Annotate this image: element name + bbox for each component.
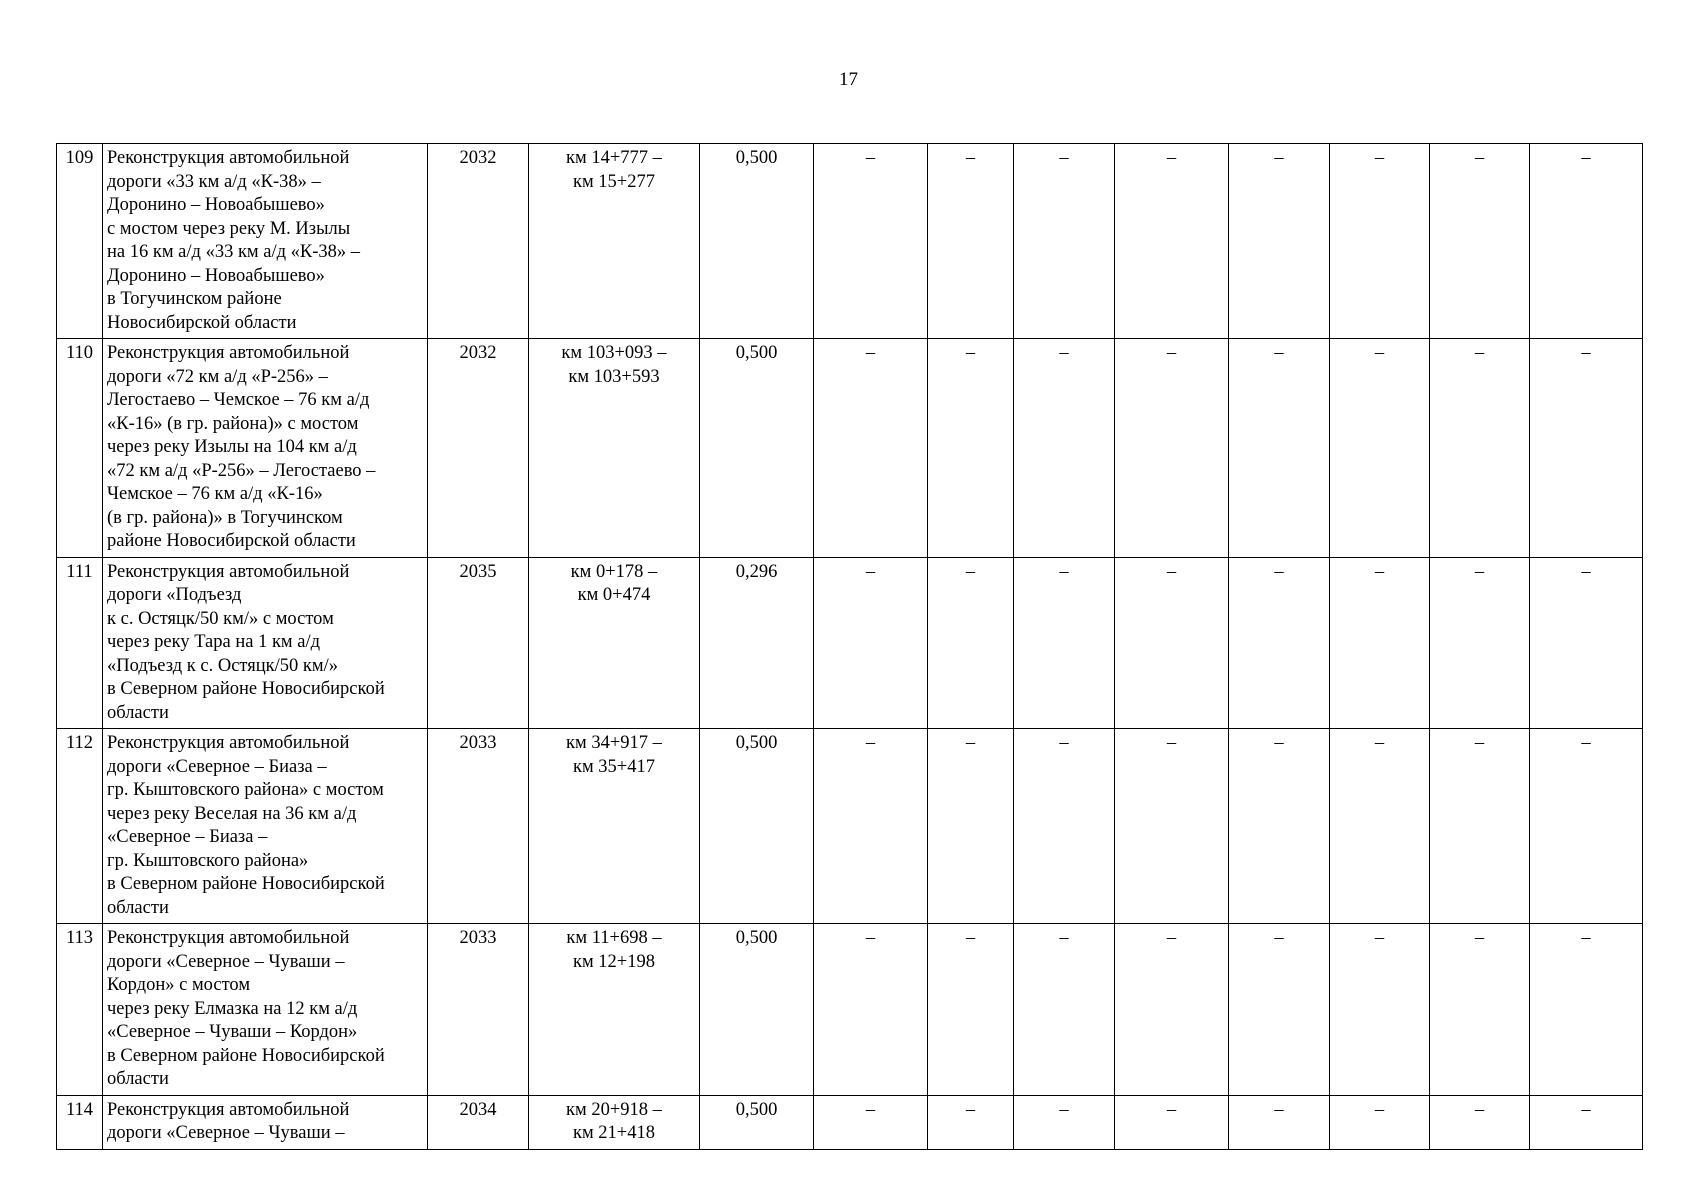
value-cell: – <box>1229 1095 1330 1149</box>
road-name-cell: Реконструкция автомобильной дороги «Северное – Биаза – гр. Кыштовского района» с мостом через реку Веселая на 36 км а/д «Северное – Биаза – гр. Кыштовского района» в Северном районе Новосибирской области <box>103 729 428 924</box>
table-row <box>57 924 1643 1096</box>
length-cell: 0,500 <box>700 924 814 1096</box>
row-number: 109 <box>57 144 103 339</box>
value-cell: – <box>814 144 928 339</box>
year-cell: 2035 <box>428 557 529 729</box>
value-cell: – <box>1430 144 1530 339</box>
value-cell: – <box>1330 924 1430 1096</box>
table-body <box>57 144 1643 1150</box>
row-number: 113 <box>57 924 103 1096</box>
year-cell: 2033 <box>428 729 529 924</box>
year-cell: 2032 <box>428 339 529 558</box>
value-cell: – <box>1229 924 1330 1096</box>
row-number: 114 <box>57 1095 103 1149</box>
value-cell: – <box>1330 729 1430 924</box>
value-cell: – <box>928 1095 1014 1149</box>
value-cell: – <box>1430 339 1530 558</box>
value-cell: – <box>814 1095 928 1149</box>
length-cell: 0,500 <box>700 1095 814 1149</box>
value-cell: – <box>1115 557 1229 729</box>
value-cell: – <box>928 557 1014 729</box>
value-cell: – <box>814 729 928 924</box>
table-row <box>57 1095 1643 1149</box>
value-cell: – <box>1014 729 1115 924</box>
road-name-cell: Реконструкция автомобильной дороги «72 км а/д «Р-256» – Легостаево – Чемское – 76 км а/д «К-16» (в гр. района)» с мостом через реку Изылы на 104 км а/д «72 км а/д «Р-256» – Легостаево – Чемское – 76 км а/д «К-16» (в гр. района)» в Тогучинском районе Новосибирской области <box>103 339 428 558</box>
km-range-cell: км 20+918 – км 21+418 <box>529 1095 700 1149</box>
length-cell: 0,500 <box>700 144 814 339</box>
value-cell: – <box>1115 1095 1229 1149</box>
value-cell: – <box>1530 1095 1643 1149</box>
value-cell: – <box>1229 144 1330 339</box>
year-cell: 2032 <box>428 144 529 339</box>
value-cell: – <box>1115 144 1229 339</box>
year-cell: 2034 <box>428 1095 529 1149</box>
road-name-cell: Реконструкция автомобильной дороги «Подъезд к с. Остяцк/50 км/» с мостом через реку Тара на 1 км а/д «Подъезд к с. Остяцк/50 км/» в Северном районе Новосибирской области <box>103 557 428 729</box>
value-cell: – <box>1014 339 1115 558</box>
length-cell: 0,296 <box>700 557 814 729</box>
value-cell: – <box>1430 1095 1530 1149</box>
value-cell: – <box>1530 144 1643 339</box>
km-range-cell: км 103+093 – км 103+593 <box>529 339 700 558</box>
value-cell: – <box>1229 339 1330 558</box>
value-cell: – <box>1014 924 1115 1096</box>
value-cell: – <box>1530 729 1643 924</box>
km-range-cell: км 14+777 – км 15+277 <box>529 144 700 339</box>
value-cell: – <box>1229 557 1330 729</box>
value-cell: – <box>1330 339 1430 558</box>
row-number: 111 <box>57 557 103 729</box>
table-row <box>57 339 1643 558</box>
value-cell: – <box>1530 339 1643 558</box>
road-name-cell: Реконструкция автомобильной дороги «Северное – Чуваши – Кордон» с мостом через реку Елмазка на 12 км а/д «Северное – Чуваши – Кордон» в Северном районе Новосибирской области <box>103 924 428 1096</box>
value-cell: – <box>1530 557 1643 729</box>
value-cell: – <box>1530 924 1643 1096</box>
page-number: 17 <box>839 69 858 90</box>
table-row <box>57 557 1643 729</box>
row-number: 112 <box>57 729 103 924</box>
km-range-cell: км 11+698 – км 12+198 <box>529 924 700 1096</box>
value-cell: – <box>928 144 1014 339</box>
length-cell: 0,500 <box>700 339 814 558</box>
value-cell: – <box>1115 339 1229 558</box>
value-cell: – <box>1115 729 1229 924</box>
table-row <box>57 144 1643 339</box>
value-cell: – <box>1014 557 1115 729</box>
value-cell: – <box>928 729 1014 924</box>
value-cell: – <box>814 924 928 1096</box>
length-cell: 0,500 <box>700 729 814 924</box>
value-cell: – <box>1014 144 1115 339</box>
table-row <box>57 729 1643 924</box>
value-cell: – <box>1430 557 1530 729</box>
row-number: 110 <box>57 339 103 558</box>
value-cell: – <box>1430 729 1530 924</box>
km-range-cell: км 34+917 – км 35+417 <box>529 729 700 924</box>
value-cell: – <box>1330 1095 1430 1149</box>
km-range-cell: км 0+178 – км 0+474 <box>529 557 700 729</box>
value-cell: – <box>1330 144 1430 339</box>
value-cell: – <box>1115 924 1229 1096</box>
value-cell: – <box>1430 924 1530 1096</box>
value-cell: – <box>1330 557 1430 729</box>
value-cell: – <box>1229 729 1330 924</box>
value-cell: – <box>1014 1095 1115 1149</box>
road-name-cell: Реконструкция автомобильной дороги «33 км а/д «К-38» – Доронино – Новоабышево» с мостом через реку М. Изылы на 16 км а/д «33 км а/д «К-38» – Доронино – Новоабышево» в Тогучинском районе Новосибирской области <box>103 144 428 339</box>
road-name-cell: Реконструкция автомобильной дороги «Северное – Чуваши – <box>103 1095 428 1149</box>
road-reconstruction-table <box>56 143 1643 1150</box>
year-cell: 2033 <box>428 924 529 1096</box>
value-cell: – <box>928 339 1014 558</box>
value-cell: – <box>928 924 1014 1096</box>
value-cell: – <box>814 339 928 558</box>
value-cell: – <box>814 557 928 729</box>
